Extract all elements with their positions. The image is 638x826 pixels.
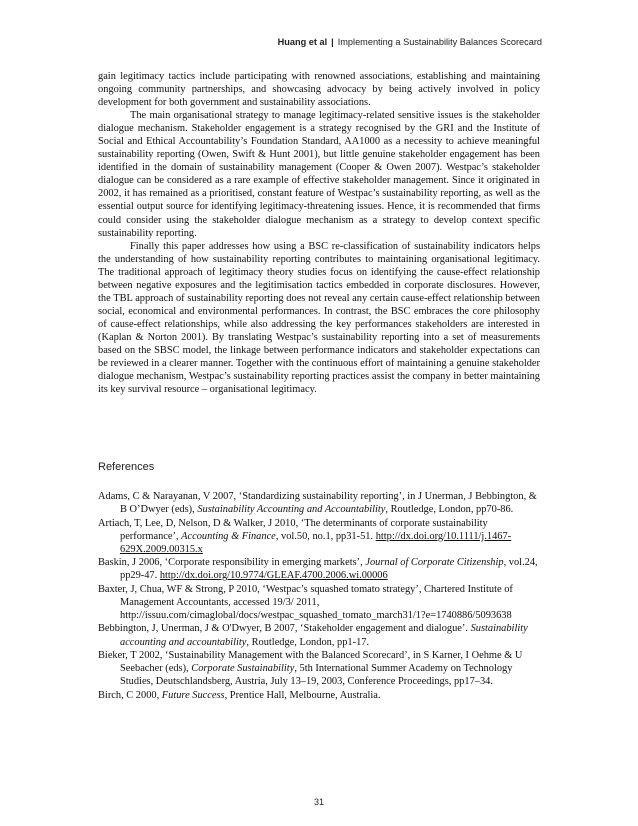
page-number: 31: [313, 797, 324, 807]
reference-text: Baxter, J, Chua, WF & Strong, P 2010, ‘Westpac’s squashed tomato strategy’, Chartered Institute of Management Accountants, accessed 19/3/ 2011, http://issuu.com/cimaglobal/docs/westpac_squashed_tomato_march31/1?e=1740886/5093638: [98, 583, 513, 621]
body-text: [98, 70, 540, 396]
paragraph: Finally this paper addresses how using a BSC re-classification of sustainability indicators helps the understanding of how sustainability reporting contributes to maintaining organisational legitimacy. The traditional approach of legitimacy theory studies focus on identifying the cause-effect relationship between negative exposures and the legitimisation tactics embedded in corporate disclosures. However, the TBL approach of sustainability reporting does not reveal any certain cause-effect relationship between social, economical and environmental performances. In contrast, the BSC embraces the core philosophy of cause-effect relationships, while also addressing the key performances stakeholders are interested in (Kaplan & Norton 2001). By translating Westpac’s sustainability reporting into a set of measurements based on the SBSC model, the linkage between performance indicators and stakeholder expectations can be reviewed in a clearer manner. Together with the continuous effort of maintaining a genuine stakeholder dialogue mechanism, Westpac’s sustainability reporting practices assist the company in better maintaining its key survival resource – organisational legitimacy.: [98, 240, 540, 396]
paragraph: gain legitimacy tactics include participating with renowned associations, establishing and maintaining ongoing community partnerships, and showcasing advocacy by being actively involved in policy development for both government and sustainability associations.: [98, 71, 540, 109]
reference-title: Sustainability accounting and accountability: [120, 623, 528, 648]
reference-details: , Routledge, London, pp70-86.: [385, 504, 514, 516]
reference-text: Birch, C 2000,: [98, 689, 162, 701]
reference-title: Sustainability Accounting and Accountability: [197, 504, 386, 516]
reference-item: [98, 689, 542, 702]
references-list: [98, 490, 542, 702]
reference-title: Corporate Sustainability: [191, 663, 295, 675]
reference-title: Future Success: [161, 689, 225, 701]
reference-details: , Prentice Hall, Melbourne, Australia.: [224, 689, 381, 701]
reference-doi-link[interactable]: http://dx.doi.org/10.9774/GLEAF.4700.2006.wi.00006: [159, 570, 388, 582]
reference-item: [98, 622, 542, 648]
reference-text: Adams, C & Narayanan, V 2007, ‘Standardizing sustainability reporting’, in J Unerman, J Bebbington, & B O’Dwyer (eds),: [98, 491, 537, 516]
reference-doi-link[interactable]: http://dx.doi.org/10.1111/j.1467-629X.2009.00315.x: [120, 530, 512, 555]
header-separator: |: [331, 37, 334, 47]
reference-details: , 5th International Summer Academy on Technology Studies, Deutschlandsberg, Austria, July 13–19, 2003, Conference Proceedings, pp17–34.: [120, 663, 513, 688]
paragraph: The main organisational strategy to manage legitimacy-related sensitive issues is the stakeholder dialogue mechanism. Stakeholder engagement is a strategy recognised by the GRI and the Institute of Social and Ethical Accountability’s Foundation Standard, AA1000 as a necessity to achieve meaningful sustainability reporting (Owen, Swift & Hunt 2001), but little genuine stakeholder engagement has been identified in the domain of sustainability management (Cooper & Owen 2007). Westpac’s stakeholder dialogue can be considered as a rare example of effective stakeholder management. Since it originated in 2002, it has remained as a prioritised, constant feature of Westpac’s sustainability reporting, as well as the essential output source for identifying legitimacy-threatening issues. Hence, it is recommended that firms could consider using the stakeholder dialogue mechanism as a strategy to develop context specific sustainability reporting.: [98, 110, 540, 239]
reference-text: Bebbington, J, Unerman, J & O'Dwyer, B 2007, ‘Stakeholder engagement and dialogue’.: [98, 623, 471, 635]
reference-details: vol.24, pp29-47.: [120, 557, 538, 582]
reference-item: [98, 490, 542, 516]
reference-item: [98, 649, 542, 688]
header-title: Implementing a Sustainability Balances Scorecard: [337, 37, 542, 47]
reference-text: Bieker, T 2002, ‘Sustainability Management with the Balanced Scorecard’, in S Karner, I Oehme & U Seebacher (eds),: [98, 650, 523, 675]
reference-text: Baskin, J 2006, ‘Corporate responsibility in emerging markets’,: [98, 557, 366, 569]
reference-text: Artiach, T, Lee, D, Nelson, D & Walker, J 2010, ‘The determinants of corporate sustainability performance’,: [98, 517, 488, 542]
reference-item: [98, 556, 542, 582]
reference-item: [98, 517, 542, 556]
reference-details: , vol.50, no.1, pp31-51.: [275, 530, 376, 542]
reference-title: Journal of Corporate Citizenship,: [365, 557, 507, 569]
reference-title: Accounting & Finance: [181, 530, 276, 542]
running-header: [278, 37, 542, 47]
header-authors: Huang et al: [277, 37, 328, 47]
reference-item: [98, 583, 542, 622]
reference-details: , Routledge, London, pp1-17.: [246, 636, 370, 648]
references-heading: References: [98, 461, 155, 473]
